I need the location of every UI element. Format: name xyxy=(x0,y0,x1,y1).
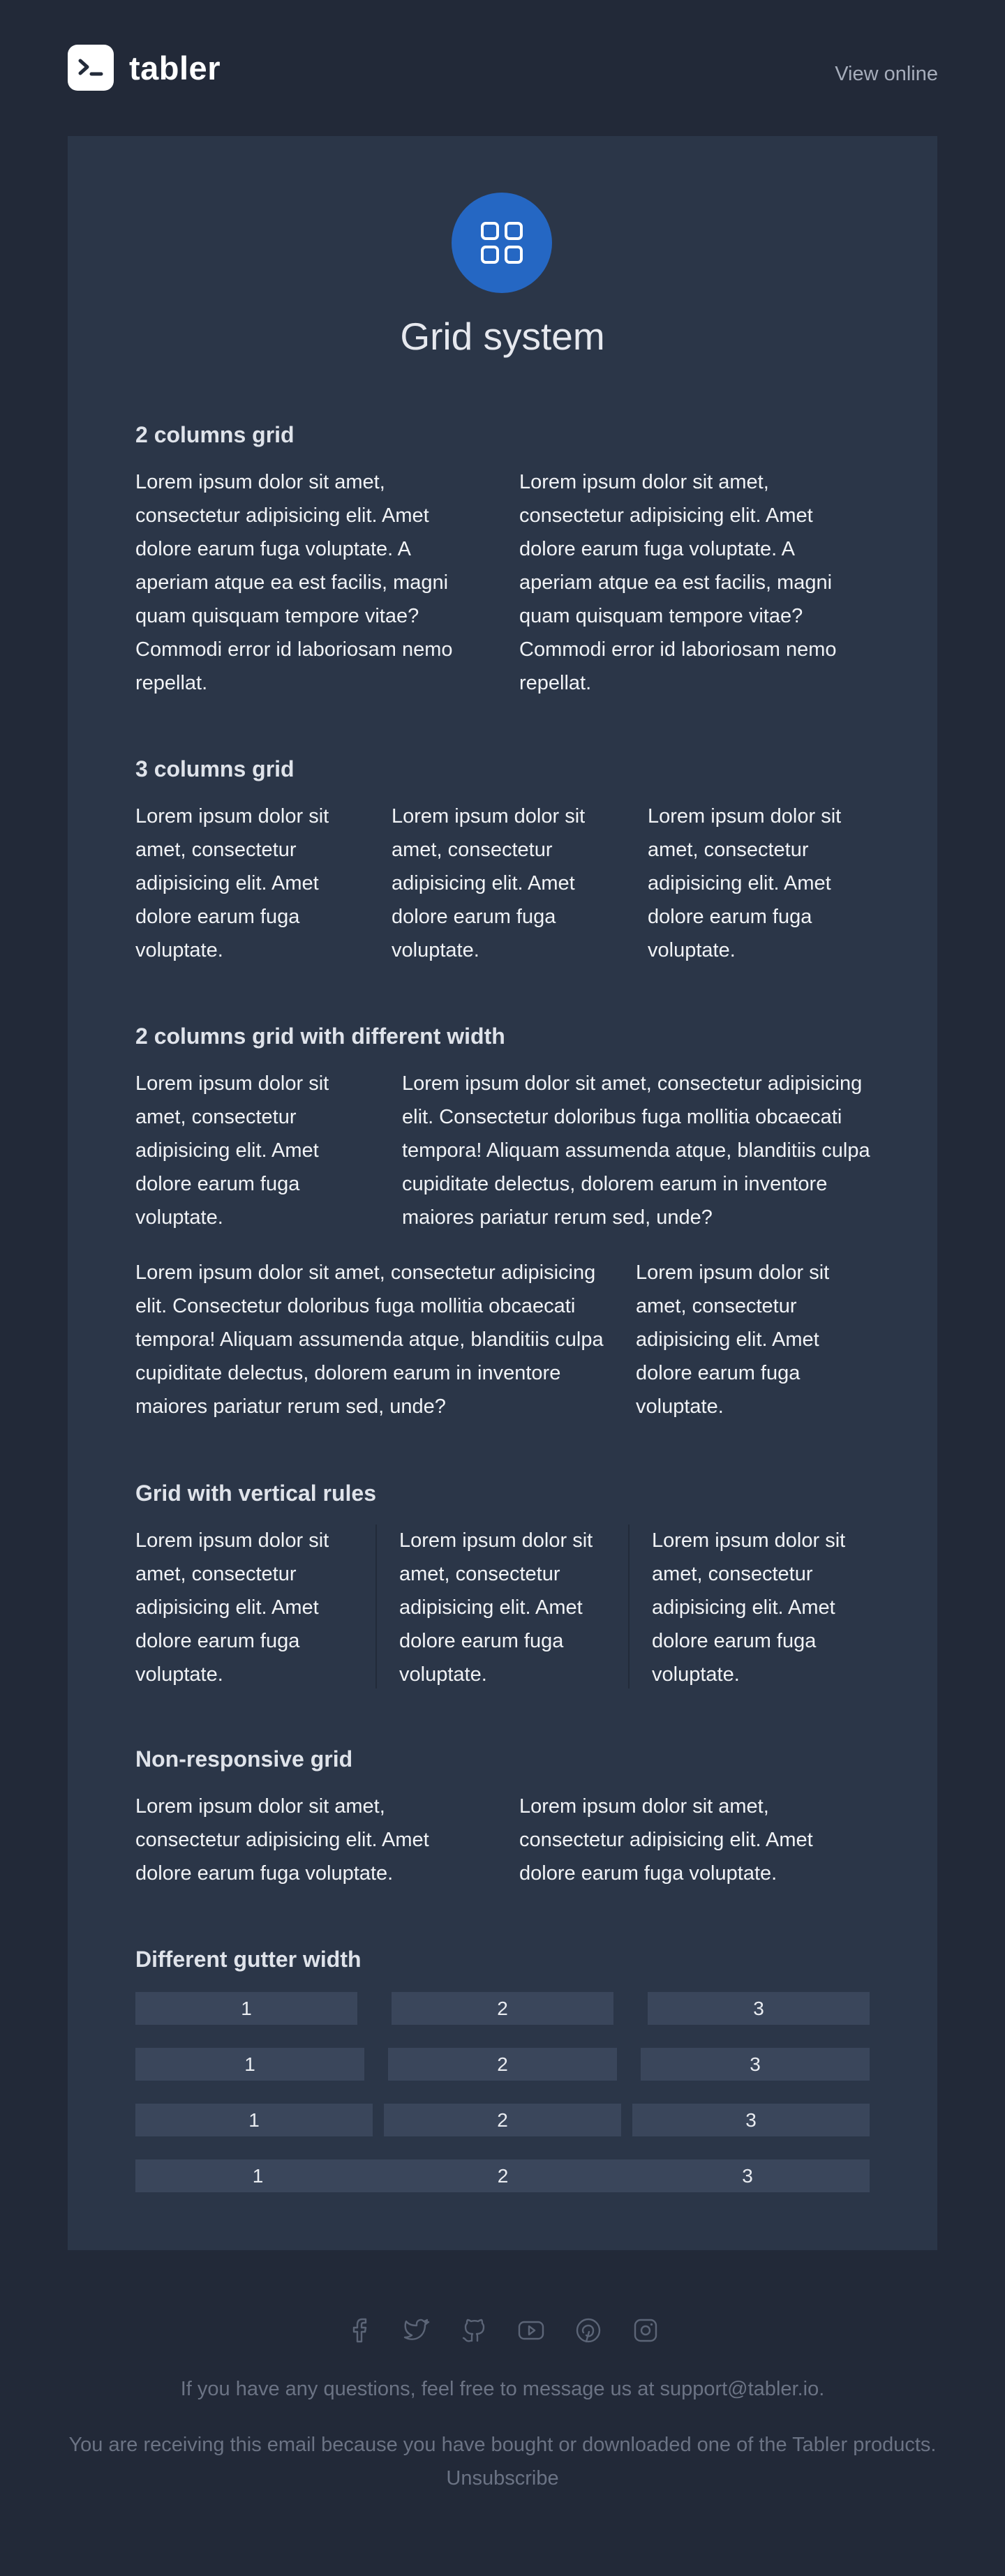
vertical-rule xyxy=(375,1525,377,1688)
non-responsive-text-1: Lorem ipsum dolor sit amet, consectetur adipisicing elit. Amet dolore earum fuga voluptate. xyxy=(135,1795,429,1885)
section-title-gutter-width: Different gutter width xyxy=(135,1947,362,1972)
grid-icon xyxy=(452,193,552,293)
gutter-cell: 2 xyxy=(384,2104,621,2136)
section-title-two-columns: 2 columns grid xyxy=(135,422,295,447)
pinterest-icon[interactable] xyxy=(574,2316,602,2344)
instagram-icon[interactable] xyxy=(632,2316,660,2344)
section-title-vertical-rules: Grid with vertical rules xyxy=(135,1481,376,1506)
gutter-cell: 2 xyxy=(380,2159,625,2192)
section-title-three-columns: 3 columns grid xyxy=(135,756,295,781)
vertical-rule xyxy=(628,1525,630,1688)
social-icons xyxy=(0,2316,1005,2344)
gutter-cell: 3 xyxy=(632,2104,870,2136)
facebook-icon[interactable] xyxy=(345,2316,373,2344)
gutter-cell: 2 xyxy=(388,2048,617,2081)
section-title-non-responsive: Non-responsive grid xyxy=(135,1746,353,1772)
two-col-text-1: Lorem ipsum dolor sit amet, consectetur adipisicing elit. Amet dolore earum fuga voluptate. A aperiam atque ea est facilis, magni quam quisquam tempore vitae? Commodi error id laboriosam nemo repellat. xyxy=(135,471,453,694)
diff-width-row1-narrow: Lorem ipsum dolor sit amet, consectetur adipisicing elit. Amet dolore earum fuga voluptate. xyxy=(135,1072,329,1229)
terminal-logo-icon xyxy=(68,45,114,91)
unsubscribe-link[interactable]: Unsubscribe xyxy=(446,2467,559,2489)
three-col-text-1: Lorem ipsum dolor sit amet, consectetur adipisicing elit. Amet dolore earum fuga voluptate. xyxy=(135,805,329,961)
gutter-cell: 1 xyxy=(135,1992,357,2025)
contact-text: If you have any questions, feel free to message us at support@tabler.io. xyxy=(180,2378,825,2400)
diff-width-row2-narrow: Lorem ipsum dolor sit amet, consectetur adipisicing elit. Amet dolore earum fuga voluptate. xyxy=(636,1261,830,1418)
section-title-different-width: 2 columns grid with different width xyxy=(135,1024,505,1049)
vertical-rules-text-3: Lorem ipsum dolor sit amet, consectetur adipisicing elit. Amet dolore earum fuga voluptate. xyxy=(652,1529,846,1686)
gutter-cell: 3 xyxy=(641,2048,870,2081)
gutter-cell: 1 xyxy=(135,2104,373,2136)
diff-width-row1-wide: Lorem ipsum dolor sit amet, consectetur adipisicing elit. Consectetur doloribus fuga mollitia obcaecati tempora! Aliquam assumenda atque, blanditiis culpa cupiditate delectus, dolorem earum in inventore maiores pariatur rerum sed, unde? xyxy=(402,1072,870,1229)
diff-width-row2-wide: Lorem ipsum dolor sit amet, consectetur adipisicing elit. Consectetur doloribus fuga mollitia obcaecati tempora! Aliquam assumenda atque, blanditiis culpa cupiditate delectus, dolorem earum in inventore maiores pariatur rerum sed, unde? xyxy=(135,1261,604,1418)
twitter-icon[interactable] xyxy=(403,2316,431,2344)
email-card xyxy=(68,136,937,2250)
github-icon[interactable] xyxy=(460,2316,488,2344)
youtube-icon[interactable] xyxy=(517,2316,545,2344)
page-title: Grid system xyxy=(400,315,605,358)
vertical-rules-text-1: Lorem ipsum dolor sit amet, consectetur adipisicing elit. Amet dolore earum fuga voluptate. xyxy=(135,1529,329,1686)
gutter-cell: 3 xyxy=(625,2159,870,2192)
non-responsive-text-2: Lorem ipsum dolor sit amet, consectetur adipisicing elit. Amet dolore earum fuga voluptate. xyxy=(519,1795,813,1885)
gutter-cell: 3 xyxy=(648,1992,870,2025)
vertical-rules-text-2: Lorem ipsum dolor sit amet, consectetur adipisicing elit. Amet dolore earum fuga voluptate. xyxy=(399,1529,593,1686)
gutter-cell: 1 xyxy=(135,2048,364,2081)
notice-text: You are receiving this email because you have bought or downloaded one of the Tabler products. xyxy=(68,2434,937,2456)
two-col-text-2: Lorem ipsum dolor sit amet, consectetur adipisicing elit. Amet dolore earum fuga voluptate. A aperiam atque ea est facilis, magni quam quisquam tempore vitae? Commodi error id laboriosam nemo repellat. xyxy=(519,471,837,694)
three-col-text-2: Lorem ipsum dolor sit amet, consectetur adipisicing elit. Amet dolore earum fuga voluptate. xyxy=(392,805,586,961)
gutter-cell: 2 xyxy=(392,1992,613,2025)
email-header xyxy=(0,0,1005,136)
tabler-logo[interactable] xyxy=(68,45,221,91)
brand-name: tabler xyxy=(129,49,221,87)
view-online-link[interactable]: View online xyxy=(835,63,938,85)
three-col-text-3: Lorem ipsum dolor sit amet, consectetur adipisicing elit. Amet dolore earum fuga voluptate. xyxy=(648,805,842,961)
gutter-cell: 1 xyxy=(135,2159,380,2192)
